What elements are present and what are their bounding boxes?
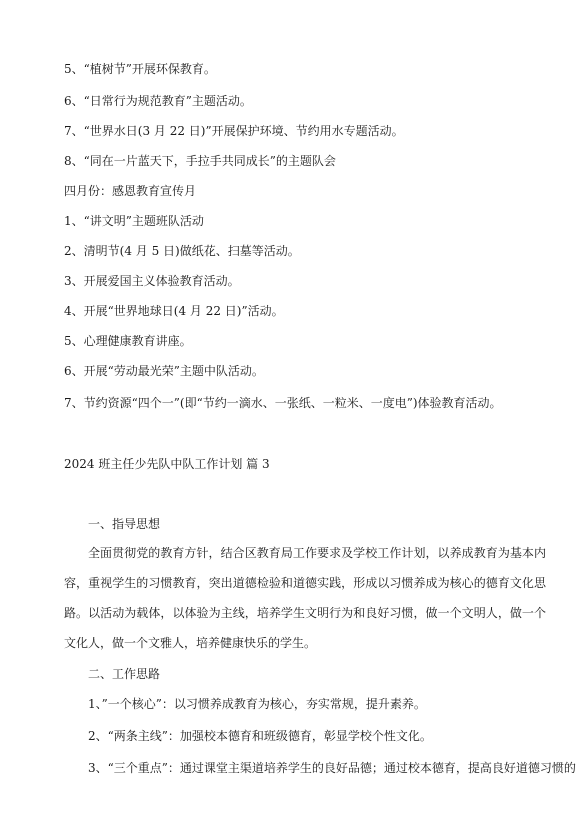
- month-heading: 四月份：感恩教育宣传月: [64, 184, 197, 198]
- list-item: 5、“植树节”开展环保教育。: [64, 62, 216, 76]
- list-item: 6、开展“劳动最光荣”主题中队活动。: [64, 364, 264, 378]
- list-item: 1、“讲文明”主题班队活动: [64, 214, 204, 228]
- heading-work-approach: 二、工作思路: [88, 667, 161, 681]
- list-item: 4、开展“世界地球日(4 月 22 日)”活动。: [64, 304, 284, 318]
- heading-guiding-thought: 一、指导思想: [88, 517, 161, 531]
- list-item: 7、“世界水日(3 月 22 日)”开展保护环境、节约用水专题活动。: [64, 124, 404, 138]
- list-item: 2、“两条主线”：加强校本德育和班级德育，彰显学校个性文化。: [88, 729, 432, 743]
- list-item: 2、清明节(4 月 5 日)做纸花、扫墓等活动。: [64, 244, 300, 258]
- list-item: 3、开展爱国主义体验教育活动。: [64, 274, 240, 288]
- list-item: 5、心理健康教育讲座。: [64, 334, 192, 348]
- list-item: 1、”一个核心”：以习惯养成教育为核心，夯实常规，提升素养。: [88, 697, 426, 711]
- list-item: 7、节约资源“四个一”(即“节约一滴水、一张纸、一粒米、一度电”)体验教育活动。: [64, 396, 502, 410]
- list-item: 3、“三个重点”：通过课堂主渠道培养学生的良好品德；通过校本德育，提高良好道德习惯的: [88, 761, 576, 775]
- list-item: 8、“同在一片蓝天下，手拉手共同成长”的主题队会: [64, 154, 336, 168]
- paragraph-guiding-thought: 全面贯彻党的教育方针，结合区教育局工作要求及学校工作计划，以养成教育为基本内容，重视学生的习惯教育，突出道德检验和道德实践，形成以习惯养成为核心的德育文化思路。以活动为载体，以体验为主线，培养学生文明行为和良好习惯，做一个文明人，做一个文化人，做一个文雅人，培养健康快乐的学生。: [64, 546, 546, 650]
- list-item: 6、“日常行为规范教育”主题活动。: [64, 94, 252, 108]
- section-title: 2024 班主任少先队中队工作计划 篇 3: [64, 457, 270, 471]
